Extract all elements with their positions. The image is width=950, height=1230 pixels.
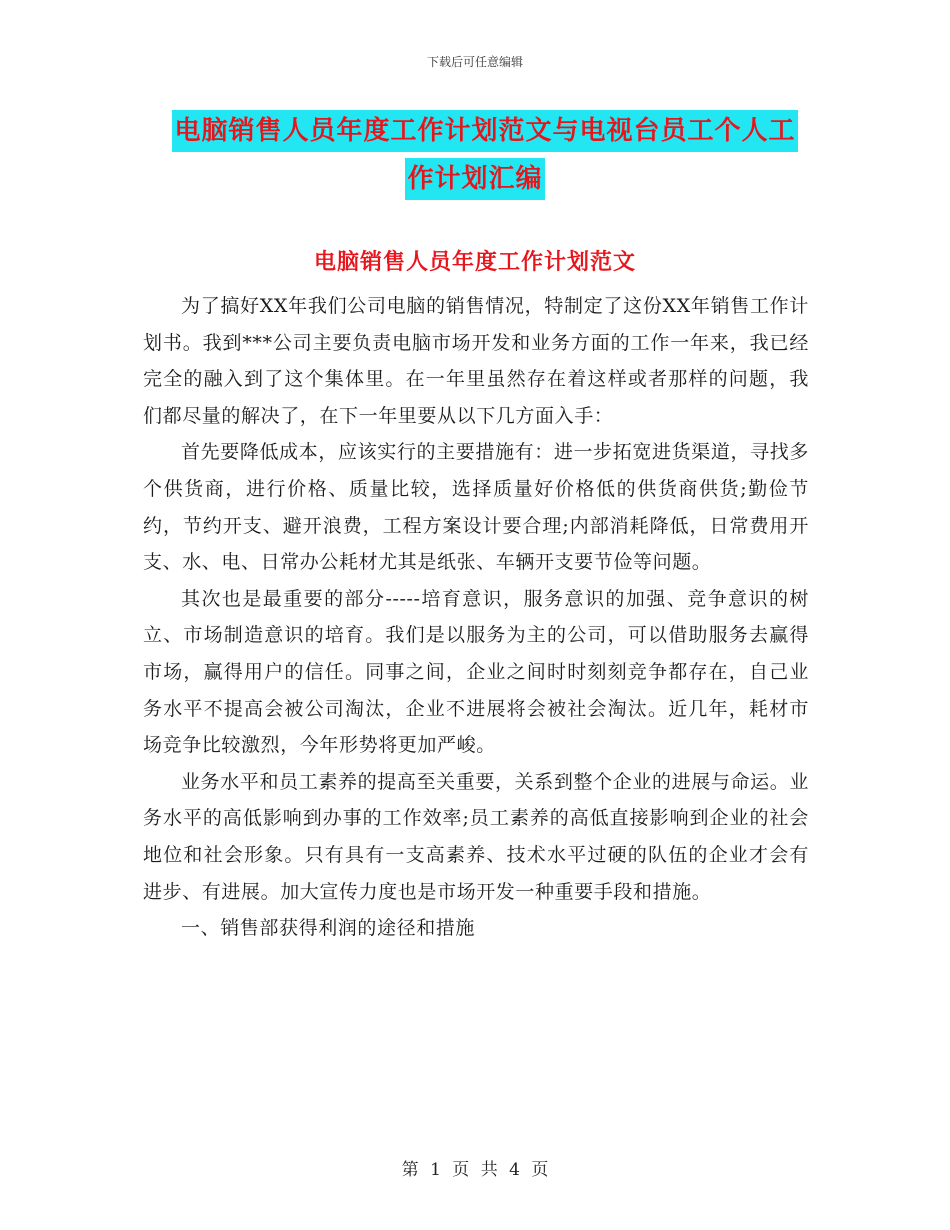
page-number: 第 1 页 共 4 页: [401, 1160, 549, 1180]
title-line-2: 作计划汇编: [405, 158, 544, 200]
document-body: [143, 288, 809, 947]
paragraph-1: 为了搞好XX年我们公司电脑的销售情况，特制定了这份XX年销售工作计划书。我到***公司主要负责电脑市场开发和业务方面的工作一年来，我已经完全的融入到了这个集体里。在一年里虽然存在着这样或者那样的问题，我们都尽量的解决了，在下一年里要从以下几方面入手：: [143, 295, 809, 427]
document-title: [0, 110, 950, 200]
paragraph-2: 首先要降低成本，应该实行的主要措施有：进一步拓宽进货渠道，寻找多个供货商，进行价格、质量比较，选择质量好价格低的供货商供货;勤俭节约，节约开支、避开浪费，工程方案设计要合理;内部消耗降低，日常费用开支、水、电、日常办公耗材尤其是纸张、车辆开支要节俭等问题。: [143, 441, 809, 574]
header-note: 下载后可任意编辑: [426, 55, 523, 69]
title-line-1: 电脑销售人员年度工作计划范文与电视台员工个人工: [172, 110, 797, 152]
paragraph-3: 其次也是最重要的部分-----培育意识，服务意识的加强、竞争意识的树立、市场制造意识的培育。我们是以服务为主的公司，可以借助服务去赢得市场，赢得用户的信任。同事之间，企业之间时时刻刻竞争都存在，自己业务水平不提高会被公司淘汰，企业不进展将会被社会淘汰。近几年，耗材市场竞争比较激烈，今年形势将更加严峻。: [143, 587, 809, 757]
section-title: 电脑销售人员年度工作计划范文: [313, 250, 636, 275]
paragraph-5: 一、销售部获得利润的途径和措施: [181, 917, 476, 940]
paragraph-4: 业务水平和员工素养的提高至关重要，关系到整个企业的进展与命运。业务水平的高低影响到办事的工作效率;员工素养的高低直接影响到企业的社会地位和社会形象。只有具有一支高素养、技术水平过硬的队伍的企业才会有进步、有进展。加大宣传力度也是市场开发一种重要手段和措施。: [143, 770, 809, 903]
